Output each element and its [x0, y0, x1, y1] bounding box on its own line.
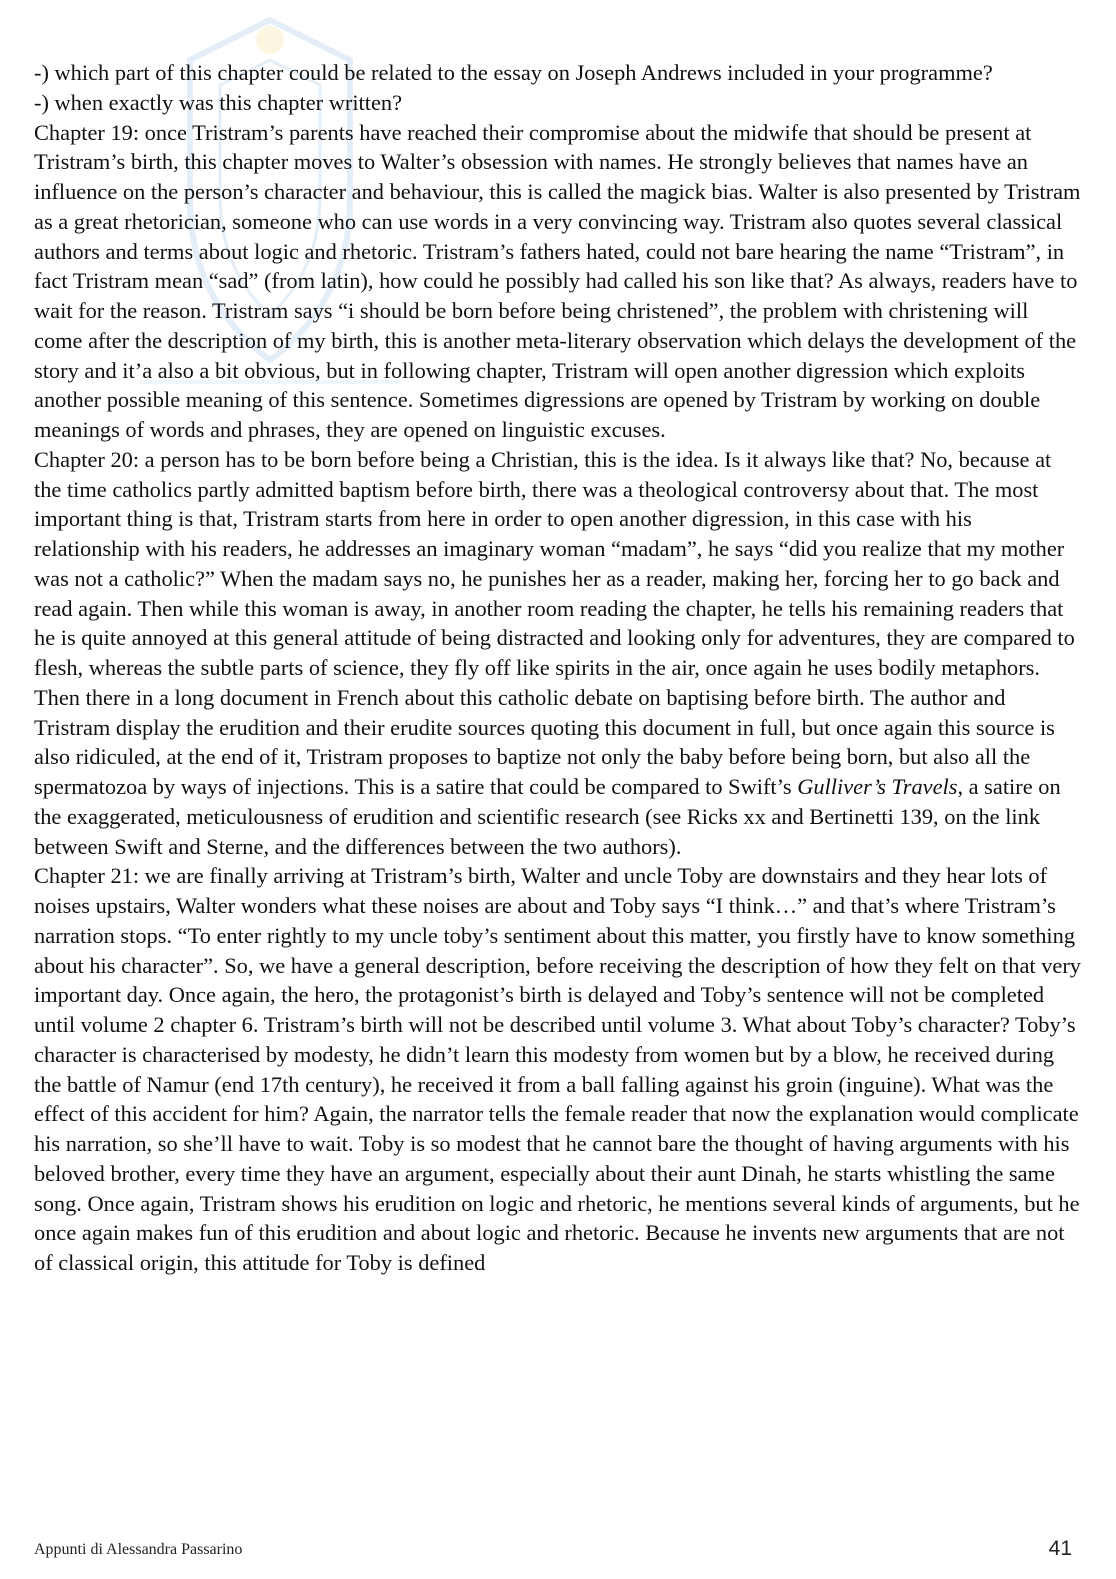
chapter-19-paragraph: Chapter 19: once Tristram’s parents have reached their compromise about the midwife that should be present at Tristram’s birth, this chapter moves to Walter’s obsession with names. He strongly believes that names have an influence on the person’s character and behaviour, this is called the magick bias. Walter is also presented by Tristram as a great rhetorician, someone who can use words in a very convincing way. Tristram also quotes several classical authors and terms about logic and rhetoric. Tristram’s fathers hated, could not bare hearing the name “Tristram”, in fact Tristram mean “sad” (from latin), how could he possibly had called his son like that? As always, readers have to wait for the reason. Tristram says “i should be born before being christened”, the problem with christening will come after the description of my birth, this is another meta-literary observation which delays the development of the story and it’a also a bit obvious, but in following chapter, Tristram will open another digression which exploits another possible meaning of this sentence. Sometimes digressions are opened by Tristram by working on double meanings of words and phrases, they are opened on linguistic excuses.: [34, 119, 1081, 442]
book-title: Gulliver’s Travels: [797, 774, 958, 799]
chapter-20-paragraph: [34, 445, 1082, 862]
chapter-20-text: , a satire on the exaggerated, meticulousness of erudition and scientific research (see Ricks xx and Bertinetti 139, on the link between Swift and Sterne, and the differences between the two authors).: [34, 774, 1061, 859]
page-number: 41: [1048, 1537, 1072, 1560]
question-paragraph: -) which part of this chapter could be related to the essay on Joseph Andrews included in your programme?: [34, 60, 993, 85]
document-body: [34, 58, 1082, 1278]
footer-author: Appunti di Alessandra Passarino: [34, 1541, 243, 1558]
question-paragraph: -) when exactly was this chapter written?: [34, 89, 403, 115]
chapter-20-text: Chapter 20: a person has to be born before being a Christian, this is the idea. Is it always like that? No, because at the time catholics partly admitted baptism before birth, there was a theological controversy about that. The most important thing is that, Tristram starts from here in order to open another digression, in this case with his relationship with his readers, he addresses an imaginary woman “madam”, he says “did you realize that my mother was not a catholic?” When the madam says no, he punishes her as a reader, making her, forcing her to go back and read again. Then while this woman is away, in another room reading the chapter, he tells his remaining readers that he is quite annoyed at this general attitude of being distracted and looking only for adventures, they are compared to flesh, whereas the subtle parts of science, they fly off like spirits in the air, once again he uses bodily metaphors. Then there in a long document in French about this catholic debate on baptising before birth. The author and Tristram display the erudition and their erudite sources quoting this document in full, but once again this source is also ridiculed, at the end of it, Tristram proposes to baptize not only the baby before being born, but also all the spermatozoa by ways of injections. This is a satire that could be compared to Swift’s: [34, 446, 1075, 799]
chapter-21-paragraph: Chapter 21: we are finally arriving at Tristram’s birth, Walter and uncle Toby are downstairs and they hear lots of noises upstairs, Walter wonders what these noises are about and Toby says “I think…” and that’s where Tristram’s narration stops. “To enter rightly to my uncle toby’s sentiment about this matter, you firstly have to know something about his character”. So, we have a general description, before receiving the description of how they felt on that very important day. Once again, the hero, the protagonist’s birth is delayed and Toby’s sentence will not be completed until volume 2 chapter 6. Tristram’s birth will not be described until volume 3. What about Toby’s character? Toby’s character is characterised by modesty, he didn’t learn this modesty from women but by a blow, he received during the battle of Namur (end 17th century), he received it from a ball falling against his groin (inguine). What was the effect of this accident for him? Again, the narrator tells the female reader that now the explanation would complicate his narration, so she’ll have to wait. Toby is so modest that he cannot bare the thought of having arguments with his beloved brother, every time they have an argument, especially about their aunt Dinah, he starts whistling the same song. Once again, Tristram shows his erudition on logic and rhetoric, he mentions several kinds of arguments, but he once again makes fun of this erudition and about logic and rhetoric. Because he invents new arguments that are not of classical origin, this attitude for Toby is defined: [34, 863, 1081, 1275]
